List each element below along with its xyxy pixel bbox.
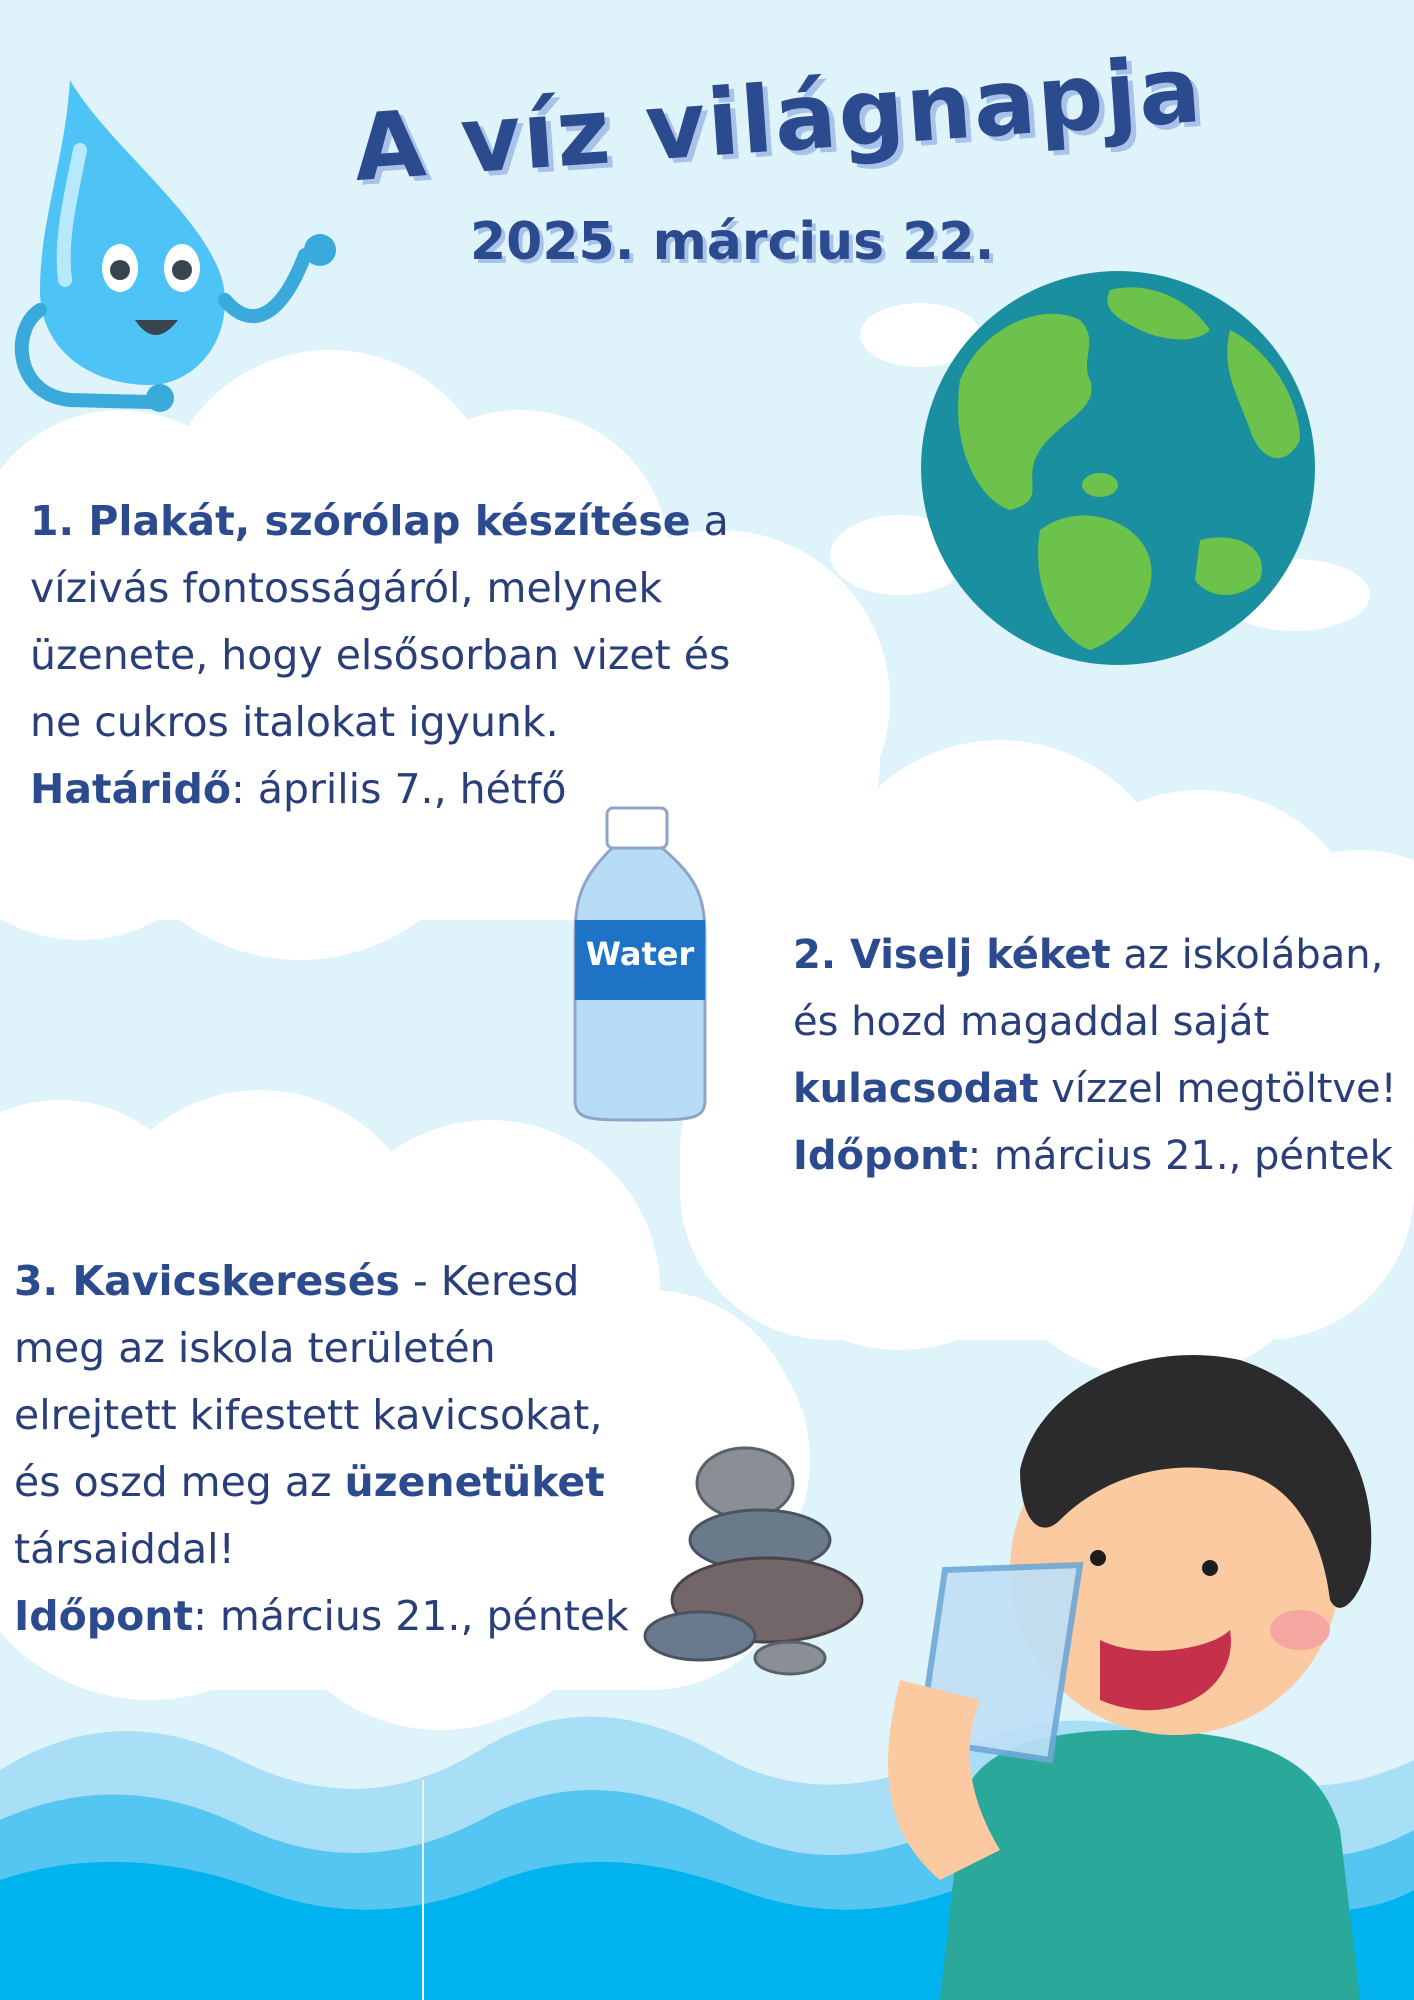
activity-3-time-value: : március 21., péntek — [193, 1592, 629, 1640]
activity-3-title: 3. Kavicskeresés — [14, 1257, 400, 1305]
activity-2-time-label: Időpont — [793, 1133, 968, 1179]
page-title: A víz világnapja — [350, 35, 1207, 203]
activity-3-bold: üzenetüket — [344, 1458, 605, 1506]
bottle-label: Water — [585, 935, 695, 973]
activity-2-title: 2. Viselj kéket — [793, 932, 1111, 978]
event-date: 2025. március 22. — [470, 212, 995, 272]
activity-2 — [793, 922, 1413, 1190]
activity-2-time-value: : március 21., péntek — [967, 1133, 1393, 1179]
boy-drinking-water-icon — [888, 1355, 1371, 2000]
activity-3-text-1: - Keresd meg az iskola területén elrejtett kifestett kavicsokat, és oszd meg az — [14, 1257, 603, 1506]
activity-1-text: a vízivás fontosságáról, melynek üzenete, hogy elsősorban vizet és ne cukros italokat igyunk. — [30, 497, 731, 746]
activity-1 — [30, 488, 770, 823]
activity-3 — [14, 1248, 654, 1650]
earth-globe-icon — [830, 271, 1370, 665]
activity-1-deadline-value: : április 7., hétfő — [231, 765, 567, 813]
activity-2-text-2: vízzel megtöltve! — [1038, 1066, 1397, 1112]
activity-2-bold: kulacsodat — [793, 1066, 1039, 1112]
activity-2-text-1: az iskolában, és hozd magaddal saját — [793, 932, 1384, 1045]
activity-3-time-label: Időpont — [14, 1592, 194, 1640]
activity-1-title: 1. Plakát, szórólap készítése — [30, 497, 691, 545]
activity-3-text-2: társaiddal! — [14, 1525, 235, 1573]
activity-1-deadline-label: Határidő — [30, 765, 232, 813]
